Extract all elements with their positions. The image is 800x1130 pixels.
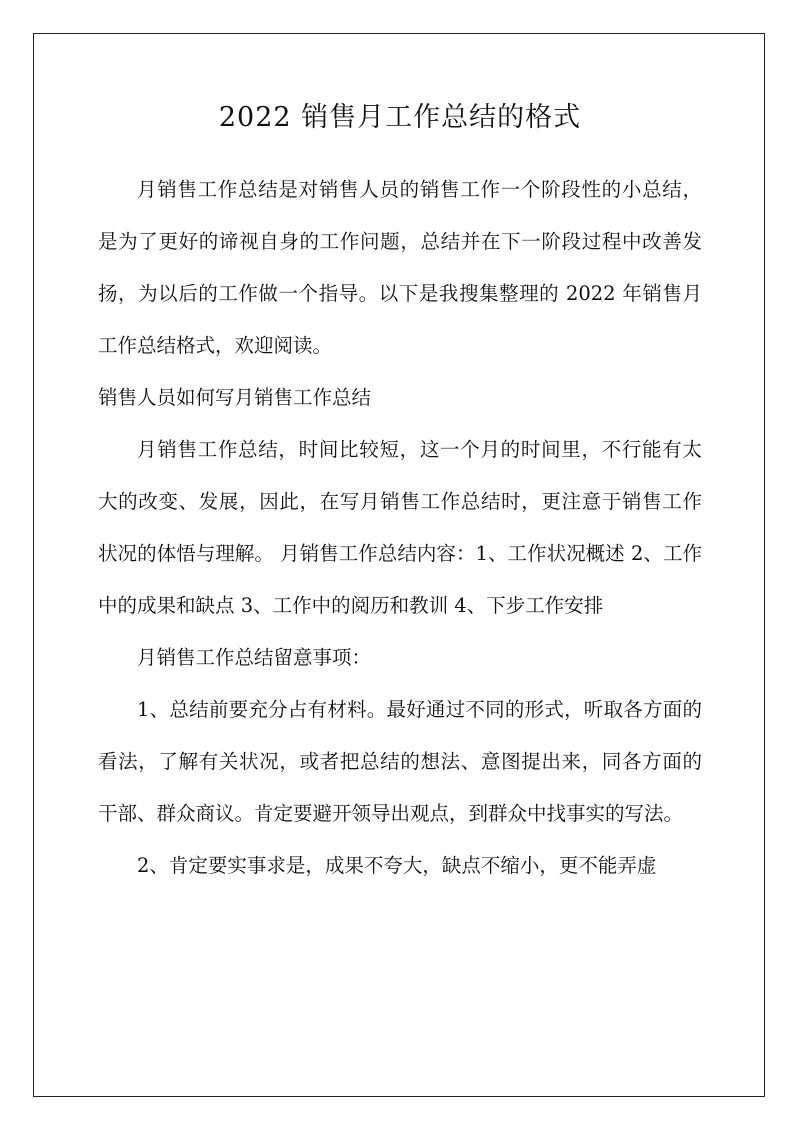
body-paragraph: 月销售工作总结，时间比较短，这一个月的时间里，不行能有太大的改变、发展，因此，在写月销售工作总结时，更注意于销售工作状况的体悟与理解。 月销售工作总结内容：1、工作状况概述 2、工作中的成果和缺点 3、工作中的阅历和教训 4、下步工作安排 <box>98 438 702 617</box>
note-item-2: 2、肯定要实事求是，成果不夸大，缺点不缩小，更不能弄虚 <box>137 854 657 877</box>
note-item-1: 1、总结前要充分占有材料。最好通过不同的形式，听取各方面的看法，了解有关状况，或者把总结的想法、意图提出来，同各方面的干部、群众商议。肯定要避开领导出观点，到群众中找事实的写法。 <box>98 698 702 825</box>
notes-heading: 月销售工作总结留意事项： <box>137 646 372 669</box>
intro-paragraph: 月销售工作总结是对销售人员的销售工作一个阶段性的小总结，是为了更好的谛视自身的工作问题，总结并在下一阶段过程中改善发扬，为以后的工作做一个指导。以下是我搜集整理的 2022 年销售月工作总结格式，欢迎阅读。 <box>98 178 702 357</box>
document-title: 2022 销售月工作总结的格式 <box>218 102 582 133</box>
document-body <box>98 164 702 892</box>
section-heading: 销售人员如何写月销售工作总结 <box>98 386 372 409</box>
